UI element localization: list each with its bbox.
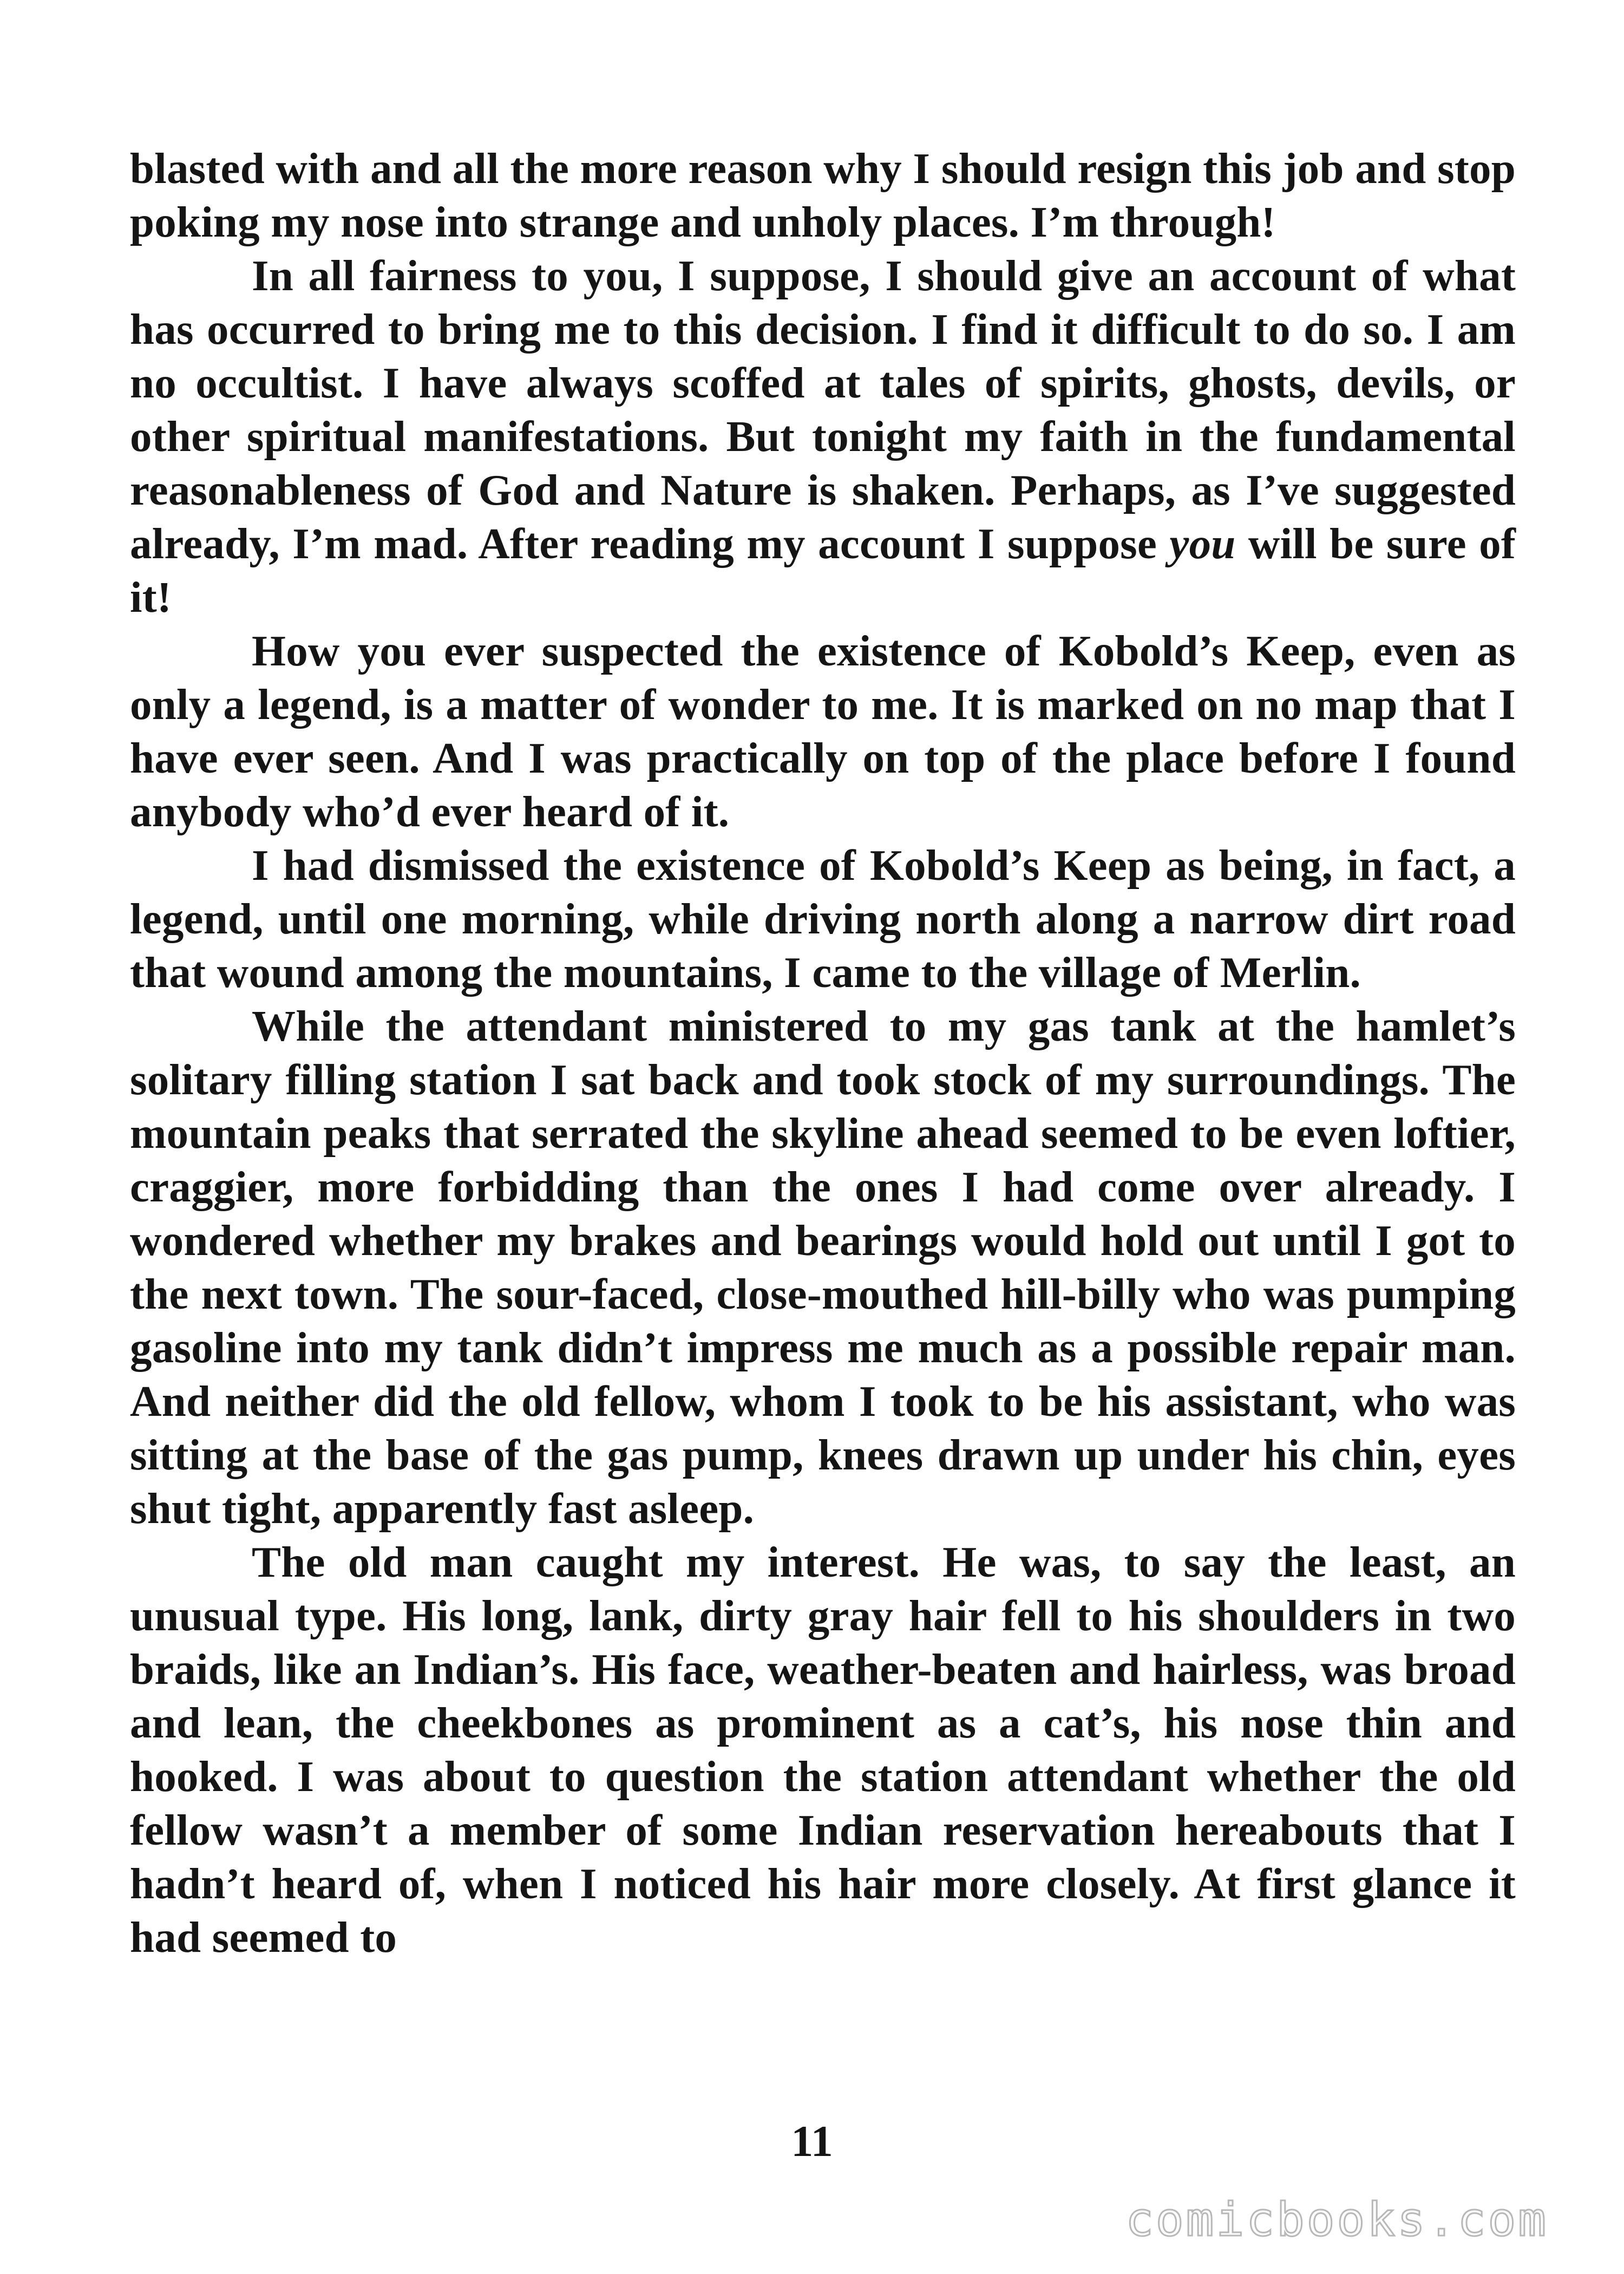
page-number: 11 [791,2116,833,2166]
paragraph-4: I had dismissed the existence of Kobold’s Keep as being, in fact, a legend, until one morning, while driving north along a narrow dirt road that wound among the mountains, I came to the village of Merlin. [130,841,1516,997]
paragraph-6: The old man caught my interest. He was, to say the least, an unusual type. His long, lank, dirty gray hair fell to his shoulders in two braids, like an Indian’s. His face, weather-beaten and hairless, was broad and lean, the cheekbones as prominent as a cat’s, his nose thin and hooked. I was about to question the station attendant whether the old fellow wasn’t a member of some Indian reservation hereabouts that I hadn’t heard of, when I noticed his hair more closely. At first glance it had seemed to [130,1538,1516,1962]
paragraph-2-text-before: In all fairness to you, I suppose, I should give an account of what has occurred to bring me to this decision. I find it difficult to do so. I am no occultist. I have always scoffed at tales of spirits, ghosts, devils, or other spiritual manifestations. But tonight my faith in the fundamental reasonableness of God and Nature is shaken. Perhaps, as I’ve suggested already, I’m mad. After reading my account I suppose [130,251,1516,568]
paragraph-5: While the attendant ministered to my gas tank at the hamlet’s solitary filling station I sat back and took stock of my surroundings. The mountain peaks that serrated the skyline ahead seemed to be even loftier, craggier, more forbidding than the ones I had come over already. I wondered whether my brakes and bearings would hold out until I got to the next town. The sour-faced, close-mouthed hill-billy who was pumping gasoline into my tank didn’t impress me much as a possible repair man. And neither did the old fellow, whom I took to be his assistant, who was sitting at the base of the gas pump, knees drawn up under his chin, eyes shut tight, apparently fast asleep. [130,1002,1516,1533]
paragraph-3: How you ever suspected the existence of Kobold’s Keep, even as only a legend, is a matter of wonder to me. It is marked on no map that I have ever seen. And I was practically on top of the place before I found anybody who’d ever heard of it. [130,626,1516,836]
paragraph-2-text-after: will be sure of it! [130,519,1516,622]
paragraph-1: blasted with and all the more reason why I should resign this job and stop poking my nose into strange and unholy places. I’m through! [130,144,1516,246]
watermark: comicbooks.com [1125,2193,1548,2247]
emphasis-word: you [1169,519,1236,568]
body-text [130,142,1516,1964]
paragraph-2 [130,249,1516,624]
